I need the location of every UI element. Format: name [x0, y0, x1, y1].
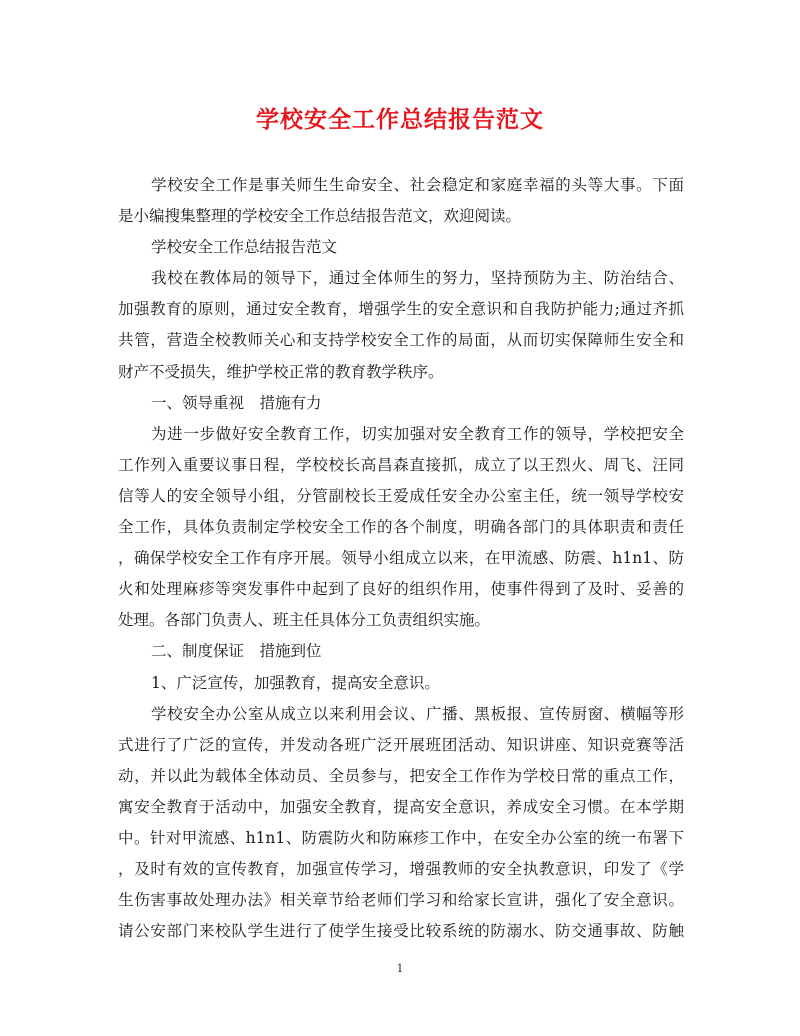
paragraph-line: 信等人的安全领导小组，分管副校长王爱成任安全办公室主任，统一领导学校安 — [118, 486, 684, 505]
page-number: 1 — [396, 962, 404, 975]
paragraph-line: 请公安部门来校队学生进行了使学生接受比较系统的防溺水、防交通事故、防触 — [118, 922, 684, 941]
paragraph-line: 我校在教体局的领导下，通过全体师生的努力，坚持预防为主、防治结合、 — [151, 269, 684, 288]
paragraph-line: 学校安全工作是事关师生生命安全、社会稳定和家庭幸福的头等大事。下面 — [151, 176, 684, 194]
paragraph-line: 加强教育的原则，通过安全教育，增强学生的安全意识和自我防护能力;通过齐抓 — [118, 300, 684, 319]
paragraph-line: 寓安全教育于活动中，加强安全教育，提高安全意识，养成安全习惯。在本学期 — [118, 797, 684, 816]
paragraph-line: 动，并以此为载体全体动员、全员参与，把安全工作作为学校日常的重点工作， — [118, 766, 684, 785]
paragraph-line: 生伤害事故处理办法》相关章节给老师们学习和给家长宣讲，强化了安全意识。 — [118, 891, 684, 910]
paragraph-line: 中。针对甲流感、h1n1、防震防火和防麻疹工作中，在安全办公室的统一布署下 — [118, 828, 684, 847]
paragraph-line: 共管，营造全校教师关心和支持学校安全工作的局面，从而切实保障师生安全和 — [118, 331, 684, 350]
document-body — [118, 170, 684, 947]
section-heading: 二、制度保证 措施到位 — [151, 642, 322, 661]
section-subtitle: 学校安全工作总结报告范文 — [151, 238, 338, 257]
paragraph-line: ，确保学校安全工作有序开展。领导小组成立以来，在甲流感、防震、h1n1、防 — [118, 549, 684, 568]
paragraph-line: 是小编搜集整理的学校安全工作总结报告范文，欢迎阅读。 — [118, 207, 522, 226]
paragraph-line: 学校安全办公室从成立以来利用会议、广播、黑板报、宣传厨窗、横幅等形 — [151, 704, 684, 723]
paragraph-line: ，及时有效的宣传教育，加强宣传学习，增强教师的安全执教意识，印发了《学 — [118, 860, 684, 879]
paragraph-line: 全工作，具体负责制定学校安全工作的各个制度，明确各部门的具体职责和责任 — [118, 518, 684, 537]
paragraph-line: 处理。各部门负责人、班主任具体分工负责组织实施。 — [118, 611, 491, 630]
paragraph-line: 火和处理麻疹等突发事件中起到了良好的组织作用，使事件得到了及时、妥善的 — [118, 580, 684, 599]
paragraph-line: 财产不受损失，维护学校正常的教育教学秩序。 — [118, 362, 444, 381]
document-title: 学校安全工作总结报告范文 — [256, 106, 544, 133]
paragraph-line: 为进一步做好安全教育工作，切实加强对安全教育工作的领导，学校把安全 — [151, 424, 684, 443]
paragraph-line: 式进行了广泛的宣传，并发动各班广泛开展班团活动、知识讲座、知识竞赛等活 — [118, 735, 684, 754]
section-heading: 一、领导重视 措施有力 — [151, 393, 322, 412]
paragraph-line: 工作列入重要议事日程，学校校长高昌森直接抓，成立了以王烈火、周飞、汪同 — [118, 455, 684, 474]
subsection-heading: 1、广泛宣传，加强教育，提高安全意识。 — [151, 673, 440, 692]
